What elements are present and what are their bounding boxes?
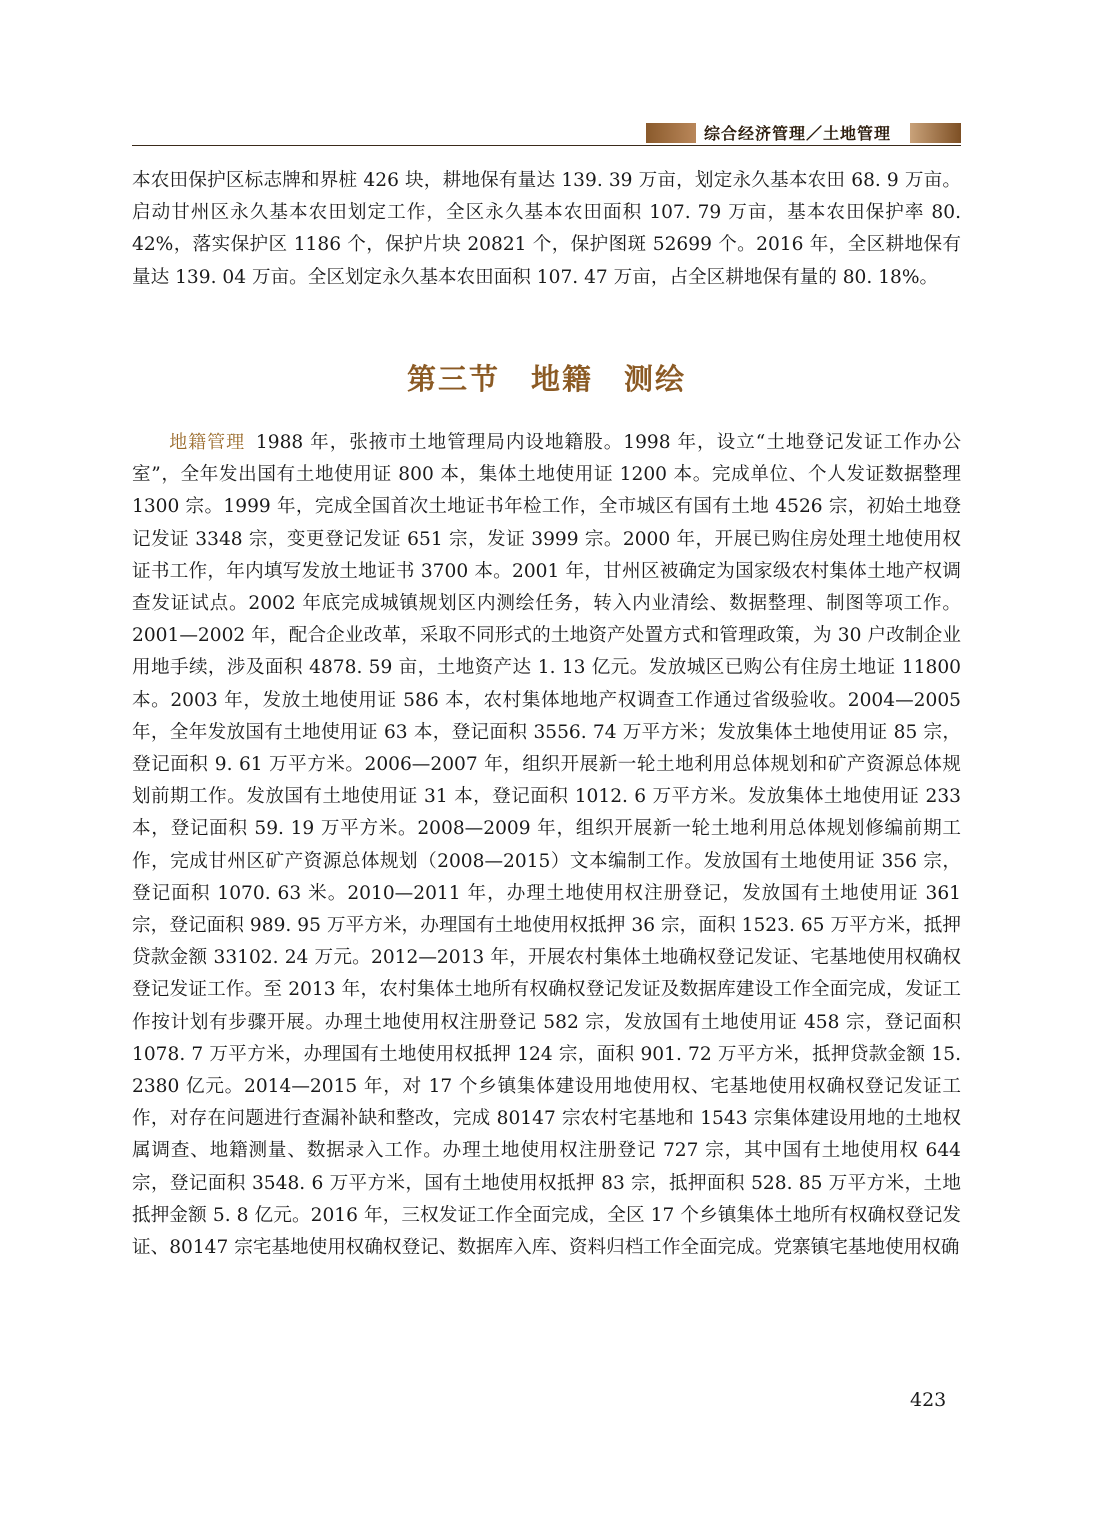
paragraph-body: 1988 年，张掖市土地管理局内设地籍股。1998 年，设立“土地登记发证工作办公室”，全年发出国有土地使用证 800 本，集体土地使用证 1200 本。完成单位、个人发证数据整理 1300 宗。1999 年，完成全国首次土地证书年检工作，全市城区有国有土地 4526 宗，初始土地登记发证 3348 宗，变更登记发证 651 宗，发证 3999 宗。2000 年，开展已购住房处理土地使用权证书工作，年内填写发放土地证书 3700 本。2001 年，甘州区被确定为国家级农村集体土地产权调查发证试点。2002 年底完成城镇规划区内测绘任务，转入内业清绘、数据整理、制图等项工作。2001—2002 年，配合企业改革，采取不同形式的土地资产处置方式和管理政策，为 30 户改制企业用地手续，涉及面积 4878. 59 亩，土地资产达 1. 13 亿元。发放城区已购公有住房土地证 11800 本。2003 年，发放土地使用证 586 本，农村集体地地产权调查工作通过省级验收。2004—2005 年，全年发放国有土地使用证 63 本，登记面积 3556. 74 万平方米；发放集体土地使用证 85 宗，登记面积 9. 61 万平方米。2006—2007 年，组织开展新一轮土地利用总体规划和矿产资源总体规划前期工作。发放国有土地使用证 31 本，登记面积 1012. 6 万平方米。发放集体土地使用证 233 本，登记面积 59. 19 万平方米。2008—2009 年，组织开展新一轮土地利用总体规划修编前期工作，完成甘州区矿产资源总体规划（2008—2015）文本编制工作。发放国有土地使用证 356 宗，登记面积 1070. 63 米。2010—2011 年，办理土地使用权注册登记，发放国有土地使用证 361 宗，登记面积 989. 95 万平方米，办理国有土地使用权抵押 36 宗，面积 1523. 65 万平方米，抵押贷款金额 33102. 24 万元。2012—2013 年，开展农村集体土地确权登记发证、宅基地使用权确权登记发证工作。至 2013 年，农村集体土地所有权确权登记发证及数据库建设工作全面完成，发证工作按计划有步骤开展。办理土地使用权注册登记 582 宗，发放国有土地使用证 458 宗，登记面积 1078. 7 万平方米，办理国有土地使用权抵押 124 宗，面积 901. 72 万平方米，抵押贷款金额 15. 2380 亿元。2014—2015 年，对 17 个乡镇集体建设用地使用权、宅基地使用权确权登记发证工作，对存在问题进行查漏补缺和整改，完成 80147 宗农村宅基地和 1543 宗集体建设用地的土地权属调查、地籍测量、数据录入工作。办理土地使用权注册登记 727 宗，其中国有土地使用权 644 宗，登记面积 3548. 6 万平方米，国有土地使用权抵押 83 宗，抵押面积 528. 85 万平方米，土地抵押金额 5. 8 亿元。2016 年，三权发证工作全面完成，全区 17 个乡镇集体土地所有权确权登记发证、80147 宗宅基地使用权确权登记、数据库入库、资料归档工作全面完成。党寨镇宅基地使用权确 [132,432,962,1259]
running-header [132,119,961,149]
section-title: 第三节 地籍 测绘 [406,362,686,396]
intro-paragraph: 本农田保护区标志牌和界桩 426 块，耕地保有量达 139. 39 万亩，划定永久基本农田 68. 9 万亩。启动甘州区永久基本农田划定工作，全区永久基本农田面积 107. 79 万亩，基本农田保护率 80. 42%，落实保护区 1186 个，保护片块 20821 个，保护图斑 52699 个。2016 年，全区耕地保有量达 139. 04 万亩。全区划定永久基本农田面积 107. 47 万亩，占全区耕地保有量的 80. 18%。 [132,170,961,288]
header-decoration-left [646,123,696,143]
header-rule [132,145,961,146]
paragraph-lead-term: 地籍管理 [169,432,246,453]
cadastre-paragraph [132,427,961,1264]
page-number: 423 [910,1389,947,1411]
header-title: 综合经济管理／土地管理 [704,124,892,143]
header-decoration-right [910,123,961,143]
